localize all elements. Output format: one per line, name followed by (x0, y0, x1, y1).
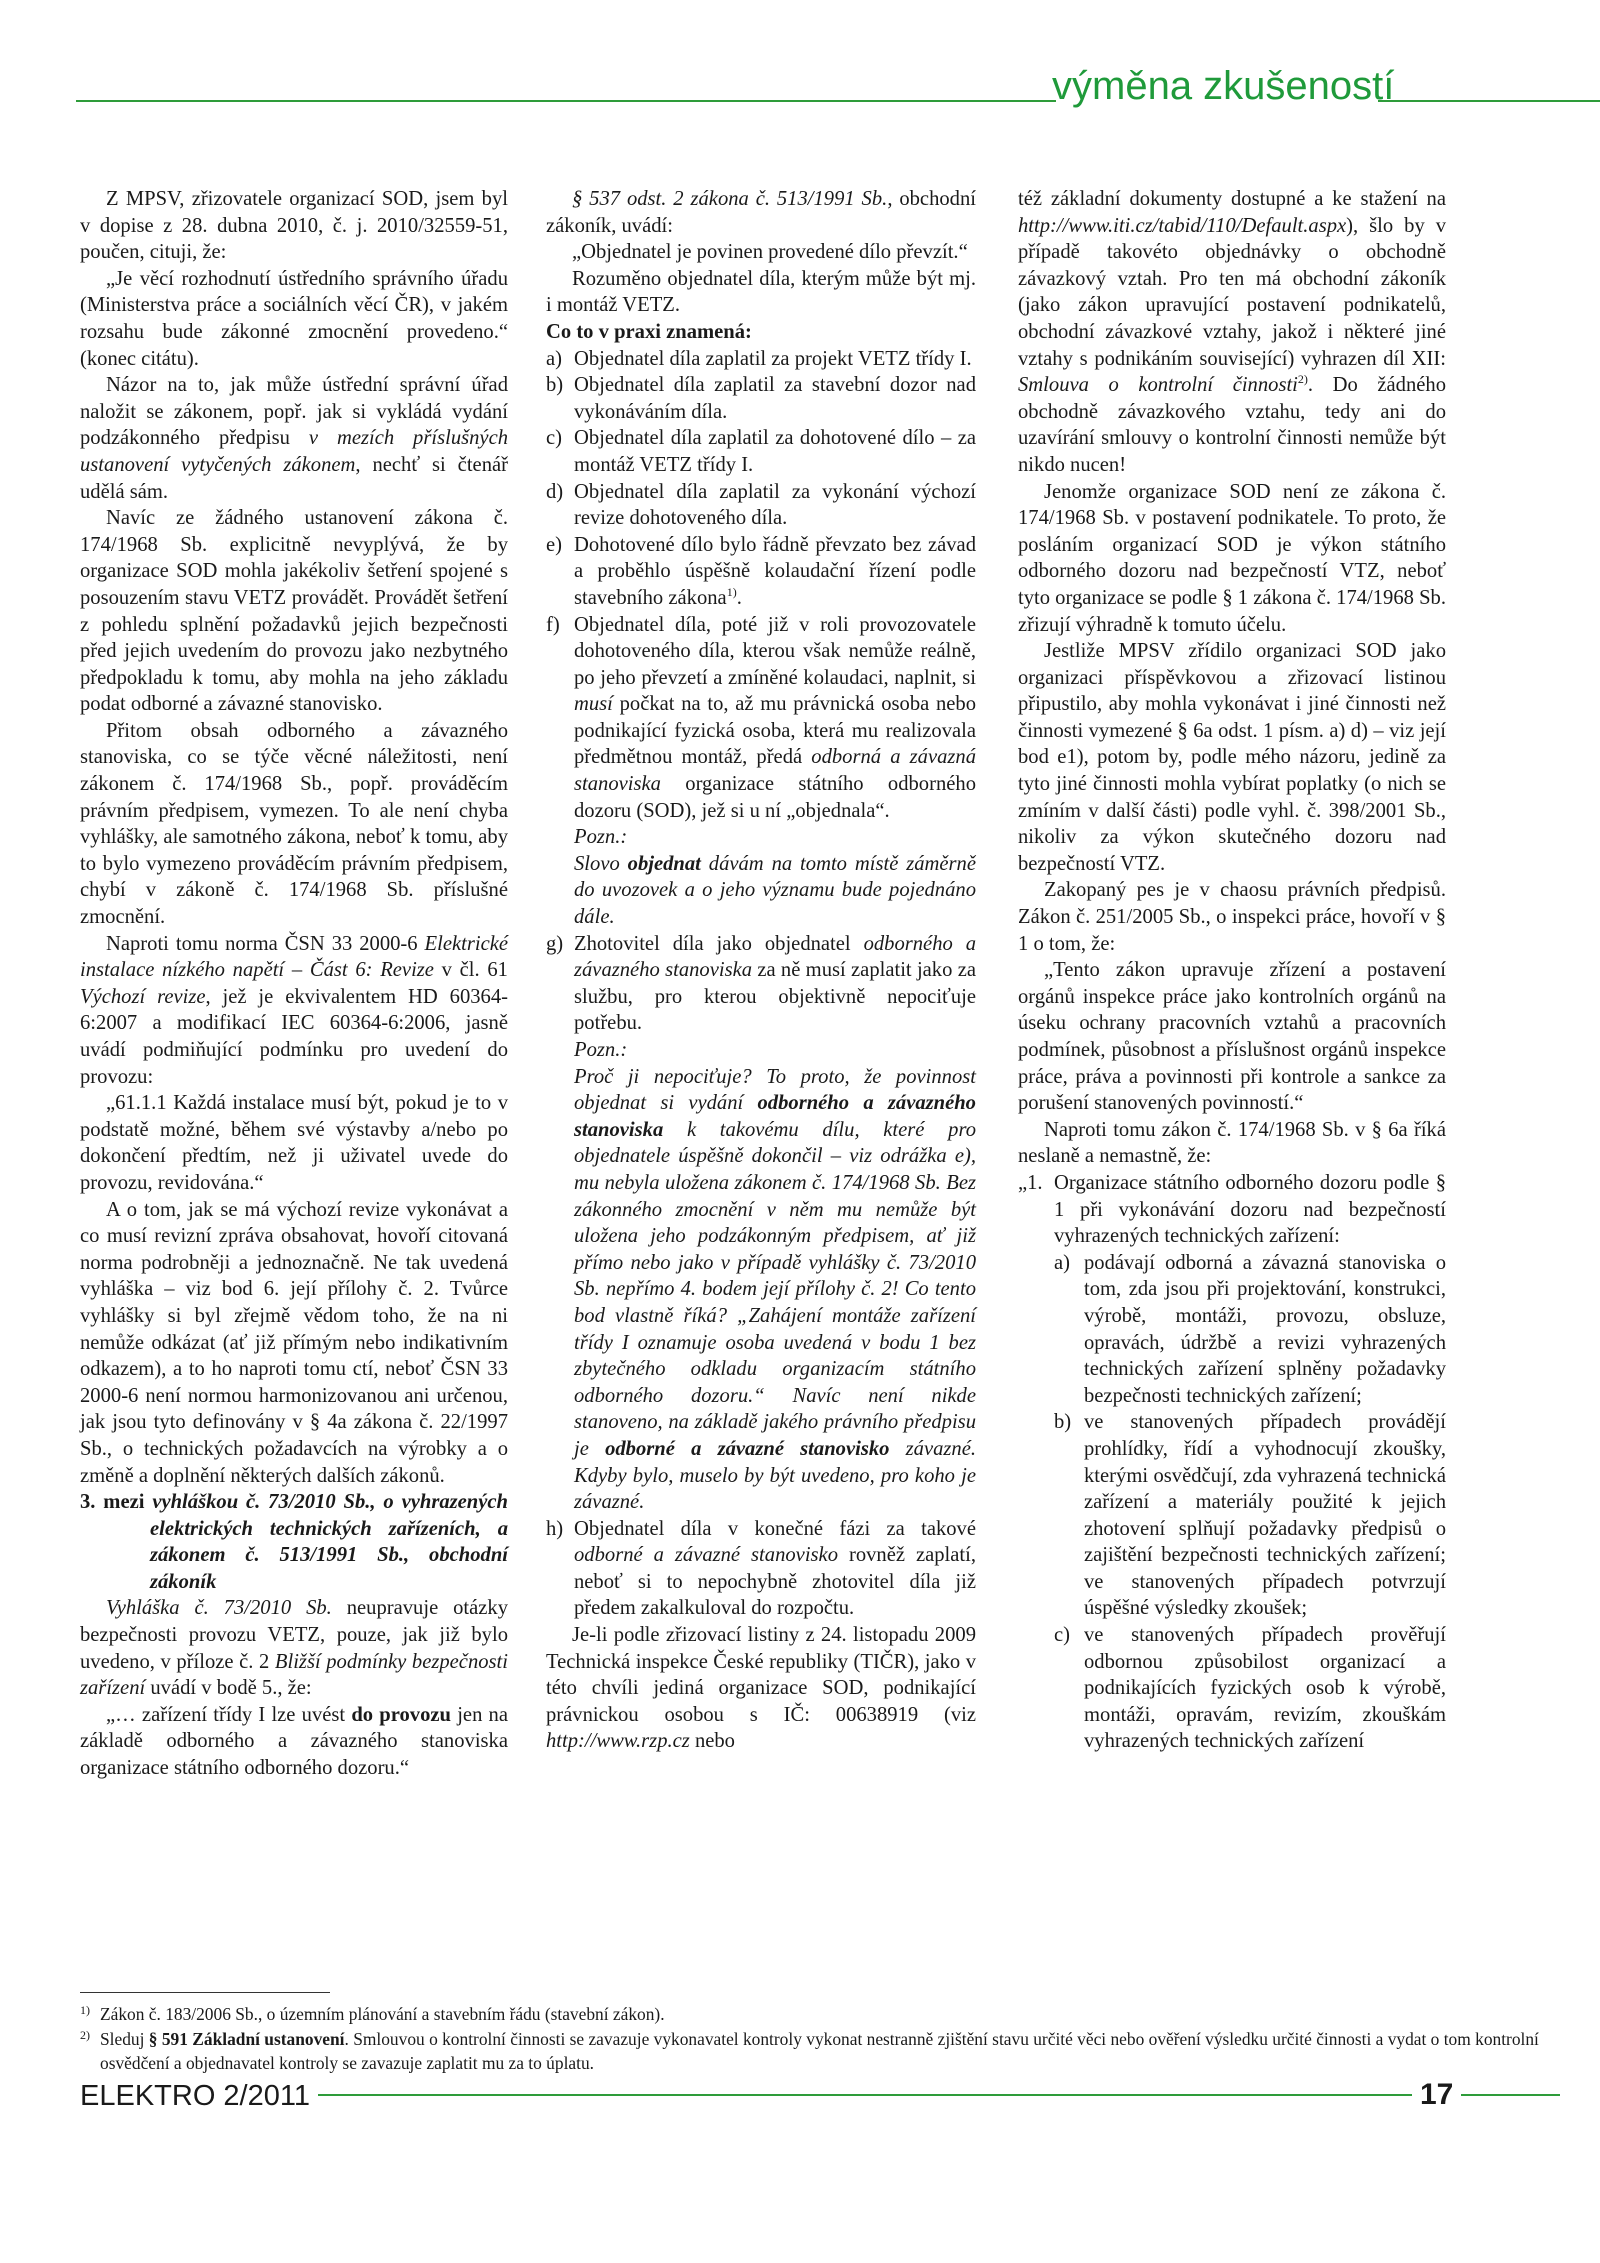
paragraph: Rozuměno objednatel díla, kterým může být mj. i montáž VETZ. (546, 267, 976, 317)
list-item: f) Objednatel díla, poté již v roli provozovatele dohotoveného díla, kterou však nemůže reálně, po jeho převzetí a zmíněné kolaudaci, naplnit, si musí počkat na to, až mu právnická osoba nebo podnikající fyzická osoba, která mu realizovala předmětnou montáž, předá odborná a závazná stanoviska organizace státního odborného dozoru (SOD), jež si u ní „objednala“. Pozn.: Slovo objednat dávám na tomto místě záměrně do uvozovek a o jeho významu bude pojednáno dále. (546, 612, 976, 931)
paragraph: A o tom, jak se má výchozí revize vykonávat a co musí revizní zpráva obsahovat, hovoří citovaná norma podrobněji a jednoznačně. Ne tak uvedená vyhláška – viz bod 6. její přílohy č. 2. Tvůrce vyhlášky si byl zřejmě vědom toho, že na ni nemůže odkázat (ať již přímým nebo indikativním odkazem), a to ho naproti tomu ctí, neboť ČSN 33 2000-6 není normou harmonizovanou ani určenou, jak jsou tyto definovány v § 4a zákona č. 22/1997 Sb., o technických požadavcích na výrobky a o změně a doplnění některých dalších zákonů. (80, 1198, 508, 1487)
column-2 (546, 186, 976, 1755)
paragraph: Je-li podle zřizovací listiny z 24. listopadu 2009 Technická inspekce České republiky (TIČR), jako v této chvíli jediná organizace SOD, podnikající právnickou osobou s IČ: 00638919 (viz http://www.rzp.cz nebo (546, 1624, 976, 1753)
list-item: c) ve stanovených případech prověřují odbornou způsobilost organizací a podnikajících fyzických osob k výrobě, montáži, opravám, revizím, zkouškám vyhrazených technických zařízení (1054, 1624, 1446, 1753)
paragraph: Jestliže MPSV zřídilo organizaci SOD jako organizaci příspěvkovou a zřizovací listinou připustilo, aby mohla vykonávat i jiné činnosti než činnosti vymezené § 6a odst. 1 písm. a) d) – viz její bod e1), potom by, podle mého názoru, jedině za tyto jiné činnosti mohla vybírat poplatky (o nich se zmíním v další části) podle vyhl. č. 398/2001 Sb., nikoliv za výkon skutečného dozoru nad bezpečností VTZ. (1018, 640, 1446, 875)
paragraph: Vyhláška č. 73/2010 Sb. neupravuje otázky bezpečnosti provozu VETZ, pouze, jak již bylo uvedeno, v příloze č. 2 Bližší podmínky bezpečnosti zařízení uvádí v bodě 5., že: (80, 1597, 508, 1700)
note-label: Pozn.: (574, 826, 628, 849)
note: Proč ji nepociťuje? To proto, že povinnost objednat si vydání odborného a závazného stanoviska k takovému dílu, které pro objednatele úspěšně dokončil – viz odrážka e), mu nebyla uložena zákonem č. 174/1968 Sb. Bez zákonného zmocnění v něm mu nemůže být uložena jeho podzákonným předpisem, ať již přímo nebo jako v případě vyhlášky č. 73/2010 Sb. nepřímo 4. bodem její přílohy č. 2! Co tento bod vlastně říká? „Zahájení montáže zařízení třídy I oznamuje osoba uvedená v bodu 1 bez zbytečného odkladu organizacím státního odborného dozoru.“ Navíc není nikde stanoveno, na základě jakého právního předpisu je odborné a závazné stanovisko závazné. Kdyby bylo, muselo by být uvedeno, pro koho je závazné. (574, 1065, 977, 1514)
paragraph: Naproti tomu norma ČSN 33 2000-6 Elektrické instalace nízkého napětí – Část 6: Revize v čl. 61 Výchozí revize, jež je ekvivalentem HD 60364-6:2007 a modifikací IEC 60364-6:2006, jasně uvádí podmiňující podmínku pro uvedení do provozu: (80, 932, 508, 1088)
paragraph: § 537 odst. 2 zákona č. 513/1991 Sb., obchodní zákoník, uvádí: (546, 188, 976, 237)
law-quote: „1. Organizace státního odborného dozoru podle § 1 při vykonávání dozoru nad bezpečností vyhrazených technických zařízení: a) podávají odborná a závazná stanoviska o tom, zda jsou při projektování, konstrukci, výrobě, montáži, provozu, obsluze, opravách, údržbě a revizi vyhrazených technických zařízení splněny požadavky bezpečnosti technických zařízení; b) ve stanovených případech provádějí prohlídky, řídí a vyhodnocují zkoušky, kterými osvědčují, zda vyhrazená technická zařízení a materiály použité k jejich zhotovení splňují požadavky předpisů o zajištění bezpečnosti technických zařízení; ve stanovených případech potvrzují úspěšné výsledky zkoušek; c) ve stanovených případech prověřují odbornou způsobilost organizací a podnikajících fyzických osob k výrobě, montáži, opravám, revizím, zkouškám vyhrazených technických zařízení (1018, 1170, 1446, 1755)
quote: „Je věcí rozhodnutí ústředního správního úřadu (Ministerstva práce a sociálních věcí ČR), v jakém rozsahu bude zákonné zmocnění provedeno.“ (konec citátu). (80, 267, 508, 370)
note-label: Pozn.: (574, 1039, 628, 1061)
quote: „Objednatel je povinen provedené dílo převzít.“ (572, 241, 968, 264)
note: Slovo objednat dávám na tomto místě záměrně do uvozovek a o jeho významu bude pojednáno dále. (574, 852, 976, 929)
footnote-2: 2) Sleduj § 591 Základní ustanovení. Smlouvou o kontrolní činnosti se zavazuje vykonavatel kontroly vykonat nestranně zjištění stavu určité věci nebo ověření výsledku určité činnosti a vydat o tom kontrolní osvědčení a objednavatel kontroly se zavazuje zaplatit mu za to úplatu. (80, 2028, 1539, 2073)
law-quote-list (1054, 1250, 1446, 1755)
column-3 (1018, 186, 1446, 1755)
paragraph: Přitom obsah odborného a závazného stanoviska, co se týče věcné náležitosti, není zákonem č. 174/1968 Sb., popř. prováděcím právním předpisem, vymezen. To ale není chyba vyhlášky, ale samotného zákona, neboť k tomu, aby to bylo vymezeno prováděcím právním předpisem, chybí v zákoně č. 174/1968 Sb. příslušné zmocnění. (80, 719, 508, 929)
quote: „61.1.1 Každá instalace musí být, pokud je to v podstatě možné, během své výstavby a/nebo po dokončení předtím, než ji uživatel uvede do provozu, revidována.“ (80, 1092, 508, 1194)
list-item: c) Objednatel díla zaplatil za dohotovené dílo – za montáž VETZ třídy I. (546, 427, 976, 476)
paragraph: Z MPSV, zřizovatele organizací SOD, jsem byl v dopise z 28. dubna 2010, č. j. 2010/32559-51, poučen, cituji, že: (80, 188, 508, 264)
list-heading: Co to v praxi znamená: (546, 320, 752, 343)
list-item: h) Objednatel díla v konečné fázi za takové odborné a závazné stanovisko rovněž zaplatí, neboť si to nepochybně zhotovitel díla již předem zakalkuloval do rozpočtu. (546, 1517, 977, 1620)
header-rule-right (1378, 100, 1600, 102)
list-item: d) Objednatel díla zaplatil za vykonání výchozí revize dohotoveného díla. (546, 480, 976, 530)
footnote-rule (80, 1992, 330, 1993)
consequence-list (546, 346, 976, 1623)
paragraph: Názor na to, jak může ústřední správní úřad naložit se zákonem, popř. jak si vykládá vydání podzákonného předpisu v mezích příslušných ustanovení vytyčených zákonem, nechť si čtenář udělá sám. (80, 374, 509, 503)
column-1 (80, 186, 508, 1782)
list-item: b) ve stanovených případech provádějí prohlídky, řídí a vyhodnocují zkoušky, kterými osvědčují, zda vyhrazená technická zařízení a materiály použité k jejich zhotovení splňují požadavky předpisů o zajištění bezpečnosti technických zařízení; ve stanovených případech potvrzují úspěšné výsledky zkoušek; (1054, 1411, 1446, 1620)
paragraph: Zakopaný pes je v chaosu právních předpisů. Zákon č. 251/2005 Sb., o inspekci práce, hovoří v § 1 o tom, že: (1018, 879, 1446, 955)
list-item: a) podávají odborná a závazná stanoviska o tom, zda jsou při projektování, konstrukci, výrobě, montáži, provozu, obsluze, opravách, údržbě a revizi vyhrazených technických zařízení splněny požadavky bezpečnosti technických zařízení; (1054, 1251, 1446, 1407)
header-rule-left (76, 100, 1056, 102)
list-item: e) Dohotovené dílo bylo řádně převzato bez závad a proběhlo úspěšně kolaudační řízení podle stavebního zákona$^{1)}$. (546, 533, 976, 609)
quote: „… zařízení třídy I lze uvést do provozu jen na základě odborného a závazného stanoviska organizace státního odborného dozoru.“ (80, 1703, 508, 1780)
paragraph: Naproti tomu zákon č. 174/1968 Sb. v § 6a říká neslaně a nemastně, že: (1018, 1118, 1446, 1168)
paragraph: též základní dokumenty dostupné a ke stažení na http://www.iti.cz/tabid/110/Default.aspx), šlo by v případě takovéto objednávky o obchodně závazkový vztah. Pro ten má obchodní zákoník (jako zákon upravující postavení podnikatelů, obchodní závazkové vztahy, jakož i některé jiné vztahy s podnikáním související) vyhrazen díl XII: Smlouva o kontrolní činnosti$^{2)}$. Do žádného obchodně závazkového vztahu, tedy ani do uzavírání smlouvy o kontrolní činnosti nemůže být nikdo nucen! (1018, 188, 1446, 476)
paragraph: Jenomže organizace SOD není ze zákona č. 174/1968 Sb. v postavení podnikatele. To proto, že posláním organizací SOD je výkon státního odborného dozoru nad bezpečností VTZ, neboť tyto organizace se podle § 1 zákona č. 174/1968 Sb. zřizují výhradně k tomuto účelu. (1018, 480, 1446, 636)
magazine-issue: ELEKTRO 2/2011 (80, 2080, 318, 2113)
list-item: a) Objednatel díla zaplatil za projekt VETZ třídy I. (546, 347, 972, 370)
footnote-1: 1) Zákon č. 183/2006 Sb., o územním plánování a stavebním řádu (stavební zákon). (80, 2003, 665, 2024)
paragraph: Navíc ze žádného ustanovení zákona č. 174/1968 Sb. explicitně nevyplývá, že by organizace SOD mohla jakékoliv šetření spojené s posouzením stavu VETZ provádět. Provádět šetření z pohledu splnění požadavků jejich bezpečnosti před jejich uvedením do provozu jako nezbytného předpokladu k tomu, aby mohla na jeho základu podat odborné a závazné stanovisko. (80, 507, 508, 716)
subheading: 3. mezi vyhláškou č. 73/2010 Sb., o vyhrazených elektrických technických zařízeních, a zákonem č. 513/1991 Sb., obchodní zákoník (80, 1491, 508, 1593)
list-item: b) Objednatel díla zaplatil za stavební dozor nad vykonáváním díla. (546, 374, 976, 423)
section-title: výměna zkušeností (1052, 64, 1395, 108)
page-number: 17 (1412, 2078, 1461, 2112)
list-item: g) Zhotovitel díla jako objednatel odborného a závazného stanoviska za ně musí zaplatit jako za službu, pro kterou objektivně nepociťuje potřebu. Pozn.: Proč ji nepociťuje? To proto, že povinnost objednat si vydání odborného a závazného stanoviska k takovému dílu, které pro objednatele úspěšně dokončil – viz odrážka e), mu nebyla uložena zákonem č. 174/1968 Sb. Bez zákonného zmocnění v něm mu nemůže být uložena jeho podzákonným předpisem, ať již přímo nebo jako v případě vyhlášky č. 73/2010 Sb. nepřímo 4. bodem její přílohy č. 2! Co tento bod vlastně říká? „Zahájení montáže zařízení třídy I oznamuje osoba uvedená v bodu 1 bez zbytečného odkladu organizacím státního odborného dozoru.“ Navíc není nikde stanoveno, na základě jakého právního předpisu je odborné a závazné stanovisko závazné. Kdyby bylo, muselo by být uvedeno, pro koho je závazné. (546, 931, 976, 1516)
quote: „Tento zákon upravuje zřízení a postavení orgánů inspekce práce jako kontrolních orgánů na úseku ochrany pracovních vztahů a pracovních podmínek, působnost a příslušnost orgánů inspekce práce, práva a povinnosti při kontrole a sankce za porušení stanovených povinností.“ (1018, 959, 1446, 1115)
